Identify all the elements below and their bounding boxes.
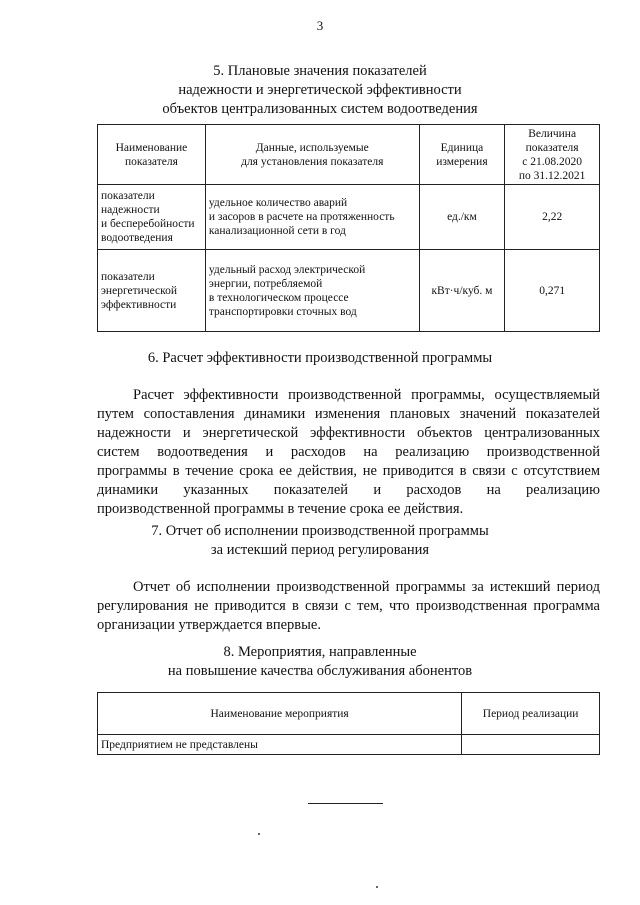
section6-heading-text: 6. Расчет эффективности производственной программы <box>147 350 493 366</box>
table-row <box>98 735 600 755</box>
paragraph-line: программы в течение срока ее действия, не приводится в связи с отсутствием <box>97 463 600 479</box>
section6-paragraph <box>97 386 600 519</box>
paragraph-line: систем водоотведения и расходов на реализацию производственной <box>97 444 600 460</box>
row-value: 0,271 <box>505 250 600 332</box>
section6-heading <box>0 349 640 368</box>
row-unit: кВт·ч/куб. м <box>419 250 505 332</box>
row-period <box>462 735 600 755</box>
scan-speck <box>376 886 378 888</box>
section8-heading-line: на повышение качества обслуживания абонентов <box>167 663 473 679</box>
row-source-data: удельное количество аварий и засоров в расчете на протяженность канализационной сети в год <box>205 185 419 250</box>
indicators-table <box>97 124 600 332</box>
row-indicator-name: показатели энергетической эффективности <box>98 250 206 332</box>
header-source-data: Данные, используемые для установления показателя <box>205 125 419 185</box>
header-unit: Единица измерения <box>419 125 505 185</box>
page-number: 3 <box>316 18 324 33</box>
section8-heading <box>0 643 640 681</box>
footer-separator-line <box>308 803 383 804</box>
paragraph-line: производственной программы в течение срока ее действия. <box>97 501 464 517</box>
paragraph-line: путем сопоставления динамики изменения плановых значений показателей <box>97 406 600 422</box>
header-measure-name: Наименование мероприятия <box>98 693 462 735</box>
header-period: Период реализации <box>462 693 600 735</box>
row-measure-name: Предприятием не представлены <box>98 735 462 755</box>
section7-heading-line: за истекший период регулирования <box>210 542 430 558</box>
section7-heading <box>0 522 640 560</box>
table-header-row <box>98 693 600 735</box>
scan-speck <box>258 833 260 835</box>
paragraph-line: надежности и энергетической эффективности объектов централизованных <box>97 425 600 441</box>
header-indicator-name: Наименование показателя <box>98 125 206 185</box>
section5-heading-line: надежности и энергетической эффективности <box>178 82 462 98</box>
table-header-row <box>98 125 600 185</box>
section7-paragraph <box>97 578 600 635</box>
paragraph-line: организации утверждается впервые. <box>97 617 321 633</box>
header-value: Величина показателя с 21.08.2020 по 31.12.2021 <box>505 125 600 185</box>
section5-heading-line: 5. Плановые значения показателей <box>213 63 427 79</box>
section7-heading-line: 7. Отчет об исполнении производственной программы <box>151 523 489 539</box>
measures-table <box>97 692 600 755</box>
section8-heading-line: 8. Мероприятия, направленные <box>223 644 417 660</box>
section5-heading-line: объектов централизованных систем водоотведения <box>162 101 478 117</box>
section5-heading <box>0 62 640 119</box>
paragraph-line: регулирования не приводится в связи с тем, что производственная программа <box>97 598 600 614</box>
paragraph-line: динамики указанных показателей и расходов на реализацию <box>97 482 600 498</box>
row-value: 2,22 <box>505 185 600 250</box>
row-indicator-name: показатели надежности и бесперебойности водоотведения <box>98 185 206 250</box>
table-row <box>98 250 600 332</box>
row-unit: ед./км <box>419 185 505 250</box>
table-row <box>98 185 600 250</box>
paragraph-line: Отчет об исполнении производственной программы за истекший период <box>133 579 600 595</box>
paragraph-line: Расчет эффективности производственной программы, осуществляемый <box>133 387 600 403</box>
row-source-data: удельный расход электрической энергии, потребляемой в технологическом процессе транспортировки сточных вод <box>205 250 419 332</box>
